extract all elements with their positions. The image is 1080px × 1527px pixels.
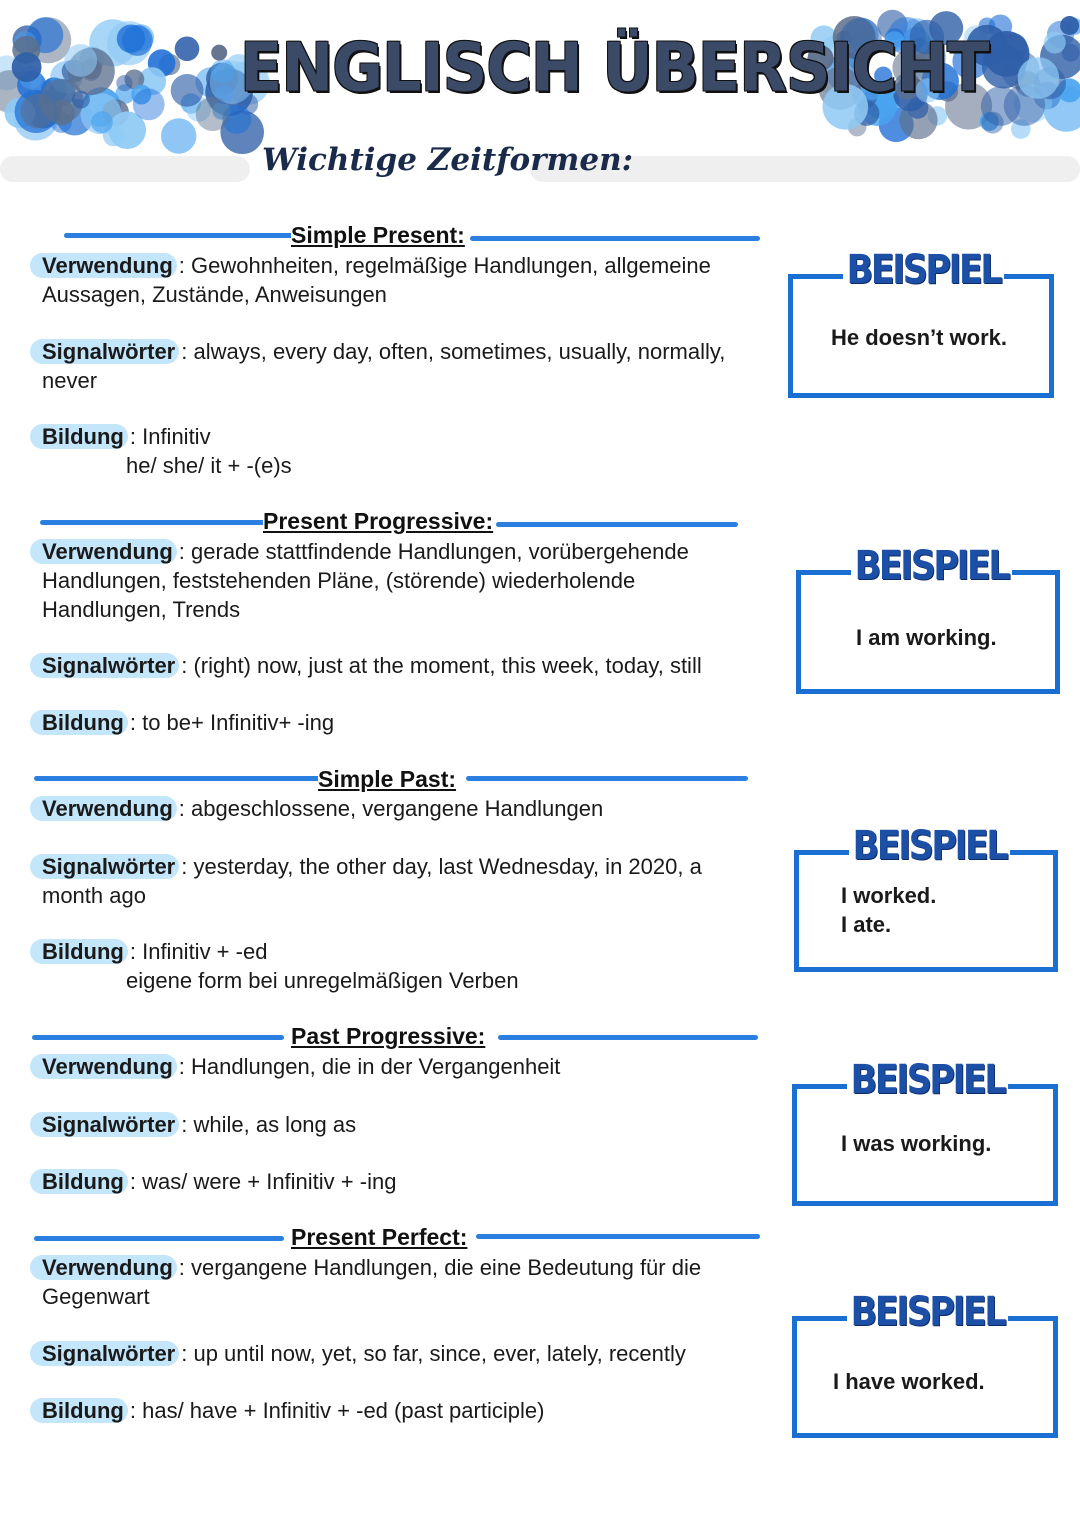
verwendung-line: Gegenwart	[42, 1284, 150, 1309]
verwendung-label: Verwendung	[30, 539, 179, 564]
bubble-decoration	[171, 74, 204, 107]
bubble-decoration	[211, 59, 235, 83]
section-rule-left	[34, 776, 324, 781]
bildung-line	[42, 708, 334, 737]
signal-text: : up until now, yet, so far, since, ever, lately, recently	[181, 1341, 686, 1366]
example-text: I am working.	[856, 625, 997, 650]
bubble-decoration	[12, 52, 42, 82]
verwendung-text: : Gewohnheiten, regelmäßige Handlungen, allgemeine	[178, 253, 711, 278]
example-heading: BEISPIEL	[849, 823, 1010, 869]
example-box	[794, 823, 1058, 972]
section-rule-left	[34, 1236, 284, 1241]
section-rule-left	[32, 1035, 284, 1040]
example-heading: BEISPIEL	[843, 247, 1004, 293]
verwendung-label: Verwendung	[30, 1054, 179, 1079]
section-title: Past Progressive:	[291, 1023, 486, 1049]
verwendung-text: : vergangene Handlungen, die eine Bedeutung für die	[178, 1255, 702, 1280]
subtitle-bar-left	[0, 156, 250, 182]
example-heading: BEISPIEL	[847, 1057, 1008, 1103]
bildung-line	[42, 937, 267, 966]
verwendung-text: : Handlungen, die in der Vergangenheit	[178, 1054, 561, 1079]
signal-text: : yesterday, the other day, last Wednesday, in 2020, a	[181, 854, 702, 879]
signal-label: Signalwörter	[30, 339, 181, 364]
example-box	[792, 1057, 1058, 1206]
signal-line	[42, 852, 702, 881]
example-heading: BEISPIEL	[847, 1289, 1008, 1335]
bildung-text: : Infinitiv + -ed	[129, 939, 268, 964]
verwendung-text: : gerade stattfindende Handlungen, vorübergehende	[178, 539, 689, 564]
example-box	[788, 247, 1054, 398]
bubble-decoration	[1018, 57, 1060, 99]
verwendung-line	[42, 251, 711, 280]
bildung-label: Bildung	[30, 1398, 130, 1423]
bildung-text: : Infinitiv	[129, 424, 211, 449]
page-subtitle: Wichtige Zeitformen:	[262, 142, 634, 178]
section-rule-right	[498, 1035, 758, 1040]
example-text: I ate.	[841, 912, 892, 937]
bubble-decoration	[91, 111, 113, 133]
example-text: I have worked.	[833, 1369, 985, 1394]
bildung-line: he/ she/ it + -(e)s	[126, 453, 292, 478]
section-title: Present Perfect:	[291, 1224, 468, 1250]
bubble-decoration	[196, 97, 230, 131]
example-heading: BEISPIEL	[851, 543, 1012, 589]
bubble-decoration	[211, 45, 227, 61]
bildung-label: Bildung	[30, 424, 130, 449]
bubble-decoration	[116, 75, 132, 91]
signal-label: Signalwörter	[30, 854, 181, 879]
section-title: Simple Past:	[318, 766, 457, 792]
bildung-text: : was/ were + Infinitiv + -ing	[129, 1169, 397, 1194]
bildung-line: eigene form bei unregelmäßigen Verben	[126, 968, 519, 993]
bubble-decoration	[122, 25, 153, 56]
example-text: I worked.	[841, 883, 937, 908]
verwendung-line	[42, 537, 689, 566]
section-rule-left	[64, 233, 294, 238]
bildung-line	[42, 422, 211, 451]
verwendung-label: Verwendung	[30, 253, 179, 278]
verwendung-line	[42, 1052, 560, 1081]
verwendung-line	[42, 794, 603, 823]
signal-line	[42, 1339, 686, 1368]
bubble-decoration	[161, 118, 196, 153]
example-text: I was working.	[841, 1131, 992, 1156]
signal-line: month ago	[42, 883, 146, 908]
section-rule-right	[470, 236, 760, 241]
bubble-decoration	[1060, 16, 1079, 35]
bubble-decoration	[72, 91, 90, 109]
bildung-text: : to be+ Infinitiv+ -ing	[129, 710, 335, 735]
bubble-decoration	[175, 37, 200, 62]
signal-label: Signalwörter	[30, 1112, 181, 1137]
signal-text: : always, every day, often, sometimes, usually, normally,	[181, 339, 726, 364]
bubble-decoration	[1044, 32, 1066, 54]
verwendung-line: Aussagen, Zustände, Anweisungen	[42, 282, 387, 307]
signal-text: : (right) now, just at the moment, this week, today, still	[181, 653, 702, 678]
signal-line: never	[42, 368, 98, 393]
example-box	[796, 543, 1060, 694]
signal-line	[42, 651, 702, 680]
page-title: ENGLISCH ÜBERSICHT	[240, 28, 989, 107]
bildung-label: Bildung	[30, 1169, 130, 1194]
section-rule-right	[496, 522, 738, 527]
verwendung-label: Verwendung	[30, 796, 179, 821]
signal-line	[42, 337, 725, 366]
section-title: Present Progressive:	[263, 508, 494, 534]
signal-label: Signalwörter	[30, 653, 181, 678]
signal-label: Signalwörter	[30, 1341, 181, 1366]
example-box	[792, 1289, 1058, 1438]
signal-text: : while, as long as	[181, 1112, 357, 1137]
bildung-text: : has/ have + Infinitiv + -ed (past participle)	[129, 1398, 545, 1423]
example-text: He doesn’t work.	[831, 325, 1008, 350]
section-title: Simple Present:	[291, 222, 465, 248]
bildung-label: Bildung	[30, 710, 130, 735]
bubble-decoration	[20, 94, 55, 129]
section-rule-right	[466, 776, 748, 781]
bubble-decoration	[64, 44, 97, 77]
verwendung-line: Handlungen, feststehenden Pläne, (störende) wiederholende	[42, 568, 636, 593]
verwendung-text: : abgeschlossene, vergangene Handlungen	[178, 796, 604, 821]
verwendung-label: Verwendung	[30, 1255, 179, 1280]
section-rule-left	[40, 520, 265, 525]
verwendung-line: Handlungen, Trends	[42, 597, 241, 622]
bildung-line	[42, 1396, 544, 1425]
section-rule-right	[476, 1234, 760, 1239]
bubble-decoration	[133, 89, 165, 121]
bildung-label: Bildung	[30, 939, 130, 964]
signal-line	[42, 1110, 356, 1139]
verwendung-line	[42, 1253, 701, 1282]
bildung-line	[42, 1167, 396, 1196]
